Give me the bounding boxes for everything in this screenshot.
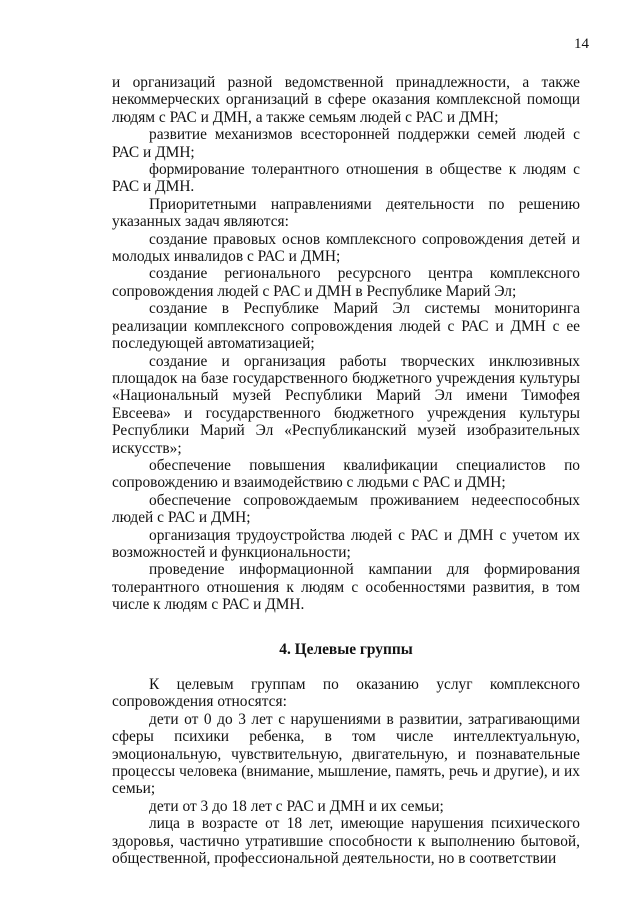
paragraph: создание и организация работы творческих инклюзивных площадок на базе государственного бюджетного учреждения культуры «Национальный музей Республики Марий Эл имени Тимофея Евсеева» и государственного бюджетного учреждения культуры Республики Марий Эл «Республиканский музей изобразительных искусств»; (112, 352, 580, 457)
paragraph: проведение информационной кампании для формирования толерантного отношения к людям с особенностями развития, в том числе к людям с РАС и ДМН. (112, 561, 580, 614)
paragraph: создание в Республике Марий Эл системы мониторинга реализации комплексного сопровождения людей с РАС и ДМН с ее последующей автоматизацией; (112, 300, 580, 353)
paragraph: формирование толерантного отношения в обществе к людям с РАС и ДМН. (112, 161, 580, 196)
paragraph: обеспечение сопровождаемым проживанием недееспособных людей с РАС и ДМН; (112, 491, 580, 527)
page-number: 14 (574, 36, 589, 52)
paragraph: дети от 0 до 3 лет с нарушениями в развитии, затрагивающими сферы психики ребенка, в том числе интеллектуальную, эмоциональную, чувствительную, двигательную, и познавательные процессы человека (внимание, мышление, память, речь и другие), и их семьи; (112, 710, 580, 798)
section-heading: 4. Целевые группы (279, 640, 413, 658)
paragraph: лица в возрасте от 18 лет, имеющие нарушения психического здоровья, частично утратившие способности к выполнению бытовой, общественной, профессиональной деятельности, но в соответствии (112, 815, 580, 868)
paragraph: создание правовых основ комплексного сопровождения детей и молодых инвалидов с РАС и ДМН; (112, 230, 580, 266)
paragraph: Приоритетными направлениями деятельности по решению указанных задач являются: (112, 195, 580, 231)
paragraph: и организаций разной ведомственной принадлежности, а также некоммерческих организаций в сфере оказания комплексной помощи людям с РАС и ДМН, а также семьям людей с РАС и ДМН; (112, 74, 580, 126)
document-body (112, 74, 580, 867)
paragraph: создание регионального ресурсного центра комплексного сопровождения людей с РАС и ДМН в Республике Марий Эл; (112, 265, 580, 300)
paragraph: развитие механизмов всесторонней поддержки семей людей с РАС и ДМН; (112, 126, 580, 161)
paragraph: дети от 3 до 18 лет с РАС и ДМН и их семьи; (149, 797, 444, 815)
paragraph: обеспечение повышения квалификации специалистов по сопровождению и взаимодействию с людьми с РАС и ДМН; (112, 456, 580, 492)
paragraph: К целевым группам по оказанию услуг комплексного сопровождения относятся: (112, 676, 580, 711)
paragraph: организация трудоустройства людей с РАС и ДМН с учетом их возможностей и функциональности; (112, 526, 580, 561)
